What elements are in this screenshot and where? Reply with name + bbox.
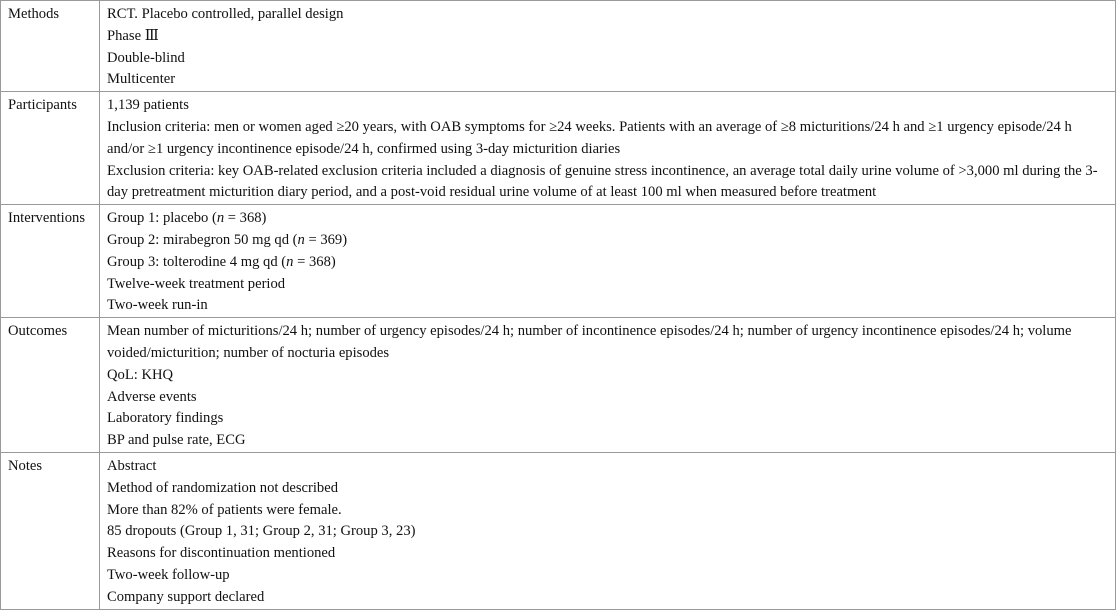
- interventions-line: Twelve-week treatment period: [107, 275, 286, 292]
- table-row-methods: [1, 1, 1116, 92]
- methods-line: RCT. Placebo controlled, parallel design: [107, 6, 344, 22]
- row-label-methods: Methods: [1, 1, 100, 92]
- row-label-interventions: Interventions: [1, 205, 100, 318]
- table-row-participants: [1, 92, 1116, 205]
- participants-line: 1,139 patients: [107, 97, 189, 114]
- outcomes-line: Mean number of micturitions/24 h; number of urgency episodes/24 h; number of incontinence episodes/24 h; number of urgency incontinence episodes/24 h; volume voided/micturition; number of nocturia episodes: [107, 323, 1072, 361]
- table-row-outcomes: [1, 318, 1116, 453]
- row-content-notes: [100, 452, 1116, 609]
- methods-line: Double-blind: [107, 49, 185, 66]
- notes-line: Reasons for discontinuation mentioned: [107, 545, 336, 562]
- row-content-participants: [100, 92, 1116, 205]
- row-label-outcomes: Outcomes: [1, 318, 100, 453]
- methods-line: Multicenter: [107, 71, 176, 88]
- row-content-outcomes: [100, 318, 1116, 453]
- participants-line: Inclusion criteria: men or women aged ≥20 years, with OAB symptoms for ≥24 weeks. Patients with an average of ≥8 micturitions/24 h and ≥1 urgency episode/24 h and/or ≥1 urgency incontinence episode/24 h, confirmed using 3-day micturition diaries: [107, 118, 1072, 157]
- methods-line: Phase Ⅲ: [107, 27, 159, 44]
- notes-line: Method of randomization not described: [107, 479, 339, 496]
- notes-line: Two-week follow-up: [107, 566, 230, 583]
- intervention-group-line: Group 2: mirabegron 50 mg qd (n = 369): [107, 231, 348, 248]
- intervention-group-line: Group 1: placebo (n = 368): [107, 210, 267, 227]
- notes-line: Company support declared: [107, 588, 265, 605]
- intervention-group-line: Group 3: tolterodine 4 mg qd (n = 368): [107, 253, 336, 270]
- interventions-line: Two-week run-in: [107, 297, 208, 314]
- participants-line: Exclusion criteria: key OAB-related exclusion criteria included a diagnosis of genuine stress incontinence, an average total daily urine volume of >3,000 ml during the 3-day pretreatment micturition diary period, and a post-void residual urine volume of at least 100 ml when measured before treatment: [107, 162, 1098, 201]
- outcomes-line: BP and pulse rate, ECG: [107, 432, 246, 449]
- notes-line: Abstract: [107, 457, 157, 474]
- row-content-methods: [100, 1, 1116, 92]
- outcomes-line: Adverse events: [107, 388, 197, 405]
- outcomes-line: QoL: KHQ: [107, 366, 174, 383]
- notes-line: 85 dropouts (Group 1, 31; Group 2, 31; Group 3, 23): [107, 523, 416, 540]
- table-row-notes: [1, 452, 1116, 609]
- row-label-participants: Participants: [1, 92, 100, 205]
- notes-line: More than 82% of patients were female.: [107, 501, 342, 518]
- row-content-interventions: [100, 205, 1116, 318]
- outcomes-line: Laboratory findings: [107, 410, 224, 427]
- row-label-notes: Notes: [1, 452, 100, 609]
- table-row-interventions: [1, 205, 1116, 318]
